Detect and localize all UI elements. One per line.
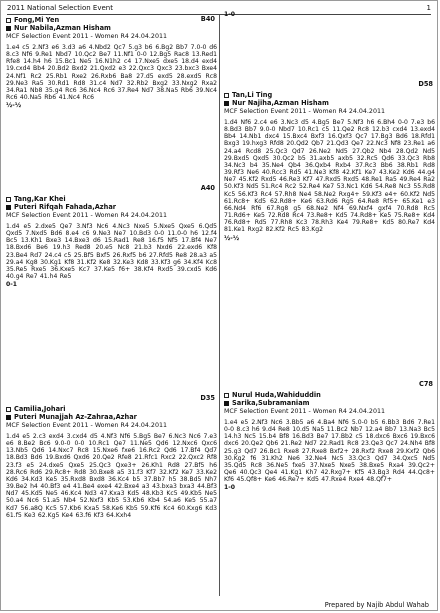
black-square-icon xyxy=(6,26,11,31)
black-player xyxy=(224,399,435,407)
white-player-name: Nurul Huda,Wahiduddin xyxy=(232,391,321,399)
game-continuation xyxy=(224,10,435,18)
white-player-name: Camilia,Johari xyxy=(14,405,66,413)
eco-code: D35 xyxy=(200,394,215,402)
white-square-icon xyxy=(6,197,11,202)
eco-code: A40 xyxy=(200,184,215,192)
game-result: 1-0 xyxy=(224,11,236,18)
white-player-name: Tan,Li Ting xyxy=(232,91,273,99)
game-result: 1-0 xyxy=(224,484,236,492)
black-square-icon xyxy=(6,205,11,210)
game-entry xyxy=(224,381,435,492)
white-player xyxy=(224,391,435,399)
game-entry xyxy=(224,81,435,242)
black-player xyxy=(6,413,217,421)
move-text: 1.d4 Nf6 2.c4 e6 3.Nc3 d5 4.Bg5 Be7 5.Nf3 h6 6.Bh4 0-0 7.e3 b6 8.Bd3 Bb7 9.0-0 Nbd7 10.Rc1 c5 11.Qe2 Rc8 12.b3 cxd4 13.exd4 Bb4 14.Nb1 dxc4 15.Bxc4 Bxf3 16.Qxf3 Qc7 17.Bg3 Bd6 18.Rfd1 Bxg3 19.hxg3 Rfd8 20.Qd2 Qb7 21.Qd3 Qe7 22.Nc3 Nf8 23.Re1 a6 24.a4 Rcd8 25.Qc3 Qd7 26.Ne2 Nd5 27.Qb2 Nb4 28.Qd2 Nd5 29.Bxd5 Qxd5 30.Qc2 b5 31.axb5 axb5 32.Rc5 Qd6 33.Qc3 Rb8 34.Nc3 b4 35.Ne4 Qb4 36.Qxb4 Rxb4 37.Rc3 Bb6 38.Rb1 Rd8 39.Rf3 Ne6 40.Rcc3 Rd5 41.Ne3 Kf8 42.Kf1 Ke7 43.Ke2 Kd6 44.g4 Ne7 45.Kf2 Rxd5 46.Re3 Kf7 47.Rxd5 Rxd5 48.Re1 Ra5 49.Re4 Ra2 50.Kf3 Nd5 51.Rc4 Rc2 52.Re4 Ke7 53.Nc1 Kd6 54.Re8 Nc3 55.Rd8 Kc5 56.Kf3 Rc4 57.Rh8 Ne4 58.Ne2 Rxg4+ 59.Kf3 e4+ 60.Kf2 Nd5 61.Rc8+ Kd5 62.Rd8+ Ke6 63.Rd6 Rg5 64.Re8 Rf5+ 65.Ke1 e3 66.Nd4 Rf6 67.Rg8 g5 68.Ne2 Nf4 69.Nxf4 gxf4 70.Rd8 Rc5 71.Rd6+ Ke5 72.Rd8 Rc4 73.Re8+ Kd5 74.Rd8+ Ke5 75.Re8+ Kd4 76.Rd8+ Rd5 77.Rh8 Kc3 78.Rh3 Ke4 79.Re8+ Kd5 80.Re7 Kd4 81.Ke1 Rxg2 82.Kf2 Rc5 83.Kg2 xyxy=(224,119,435,234)
game-result: ½-½ xyxy=(6,102,22,110)
document-title: 2011 National Selection Event xyxy=(7,4,113,12)
game-entry xyxy=(6,185,217,288)
page-footer: Prepared by Najib Abdul Wahab xyxy=(324,601,429,609)
eco-code: B40 xyxy=(200,15,215,23)
white-square-icon xyxy=(6,407,11,412)
game-entry xyxy=(6,16,217,109)
black-player-name: Nur Nabila,Azman Hisham xyxy=(14,24,111,32)
white-player-name: Tang,Kar Khei xyxy=(14,195,66,203)
black-player xyxy=(6,24,217,32)
page-number: 1 xyxy=(426,4,431,12)
black-square-icon xyxy=(6,415,11,420)
eco-code: C78 xyxy=(418,380,433,388)
move-text: 1.e4 c5 2.Nf3 e6 3.d3 a6 4.Nbd2 Qc7 5.g3 b6 6.Bg2 Bb7 7.0-0 d6 8.c3 Nf6 9.Re1 Nbd7 10.Qc2 Be7 11.Nf1 0-0 12.Bg5 Rac8 13.Red1 Rfe8 14.h4 h6 15.Bc1 Ne5 16.N1h2 c4 17.Nxe5 dxe5 18.d4 exd4 19.cxd4 Bb4 20.Bd2 Bxd2 21.Qxd2 e3 22.Qxc3 Qxc3 23.bxc3 Bxe4 24.Nf1 Rc2 25.Rb1 Rxe2 26.Rxb6 Ba8 27.d5 exd5 28.exd5 Rc8 29.Ne3 Ra5 30.Rd1 Rd8 31.c4 Nd7 32.Rb2 Bxg2 33.Nxg2 Rxa2 34.Ra1 Nb8 35.g4 Rc6 36.Nc4 Rc6 37.Re4 Nd7 38.Na5 Rb6 39.Nc4 Rc6 40.Na5 Rb6 41.Nc4 Rc6 xyxy=(6,44,217,102)
white-player xyxy=(6,405,217,413)
move-text: 1.d4 e5 2.c3 exd4 3.cxd4 d5 4.Nf3 Nf6 5.Bg5 Be7 6.Nc3 Nc6 7.e3 e6 8.Be2 Bc6 9.0-0 0-0 10.Rc1 Qe7 11.Ne5 Qd6 12.Nxc6 Qxc6 13.Nb5 Qd6 14.Nxc7 Rc8 15.Nxe6 fxe6 16.Rc2 Qd6 17.Bf4 Qd7 18.Bd3 Bd6 19.Bxd6 Qxd6 20.Qe2 Rfe8 21.Rfc1 Rxc2 22.Qxc2 Rf8 23.f3 e5 24.dxe5 Qxe5 25.Qc3 Qxe3+ 26.Kh1 Rd8 27.Bf5 h6 28.Rc6 Rd6 29.Rc8+ Rd8 30.Bxe8 a5 31.f3 Kf7 32.Kf2 Ke7 33.Ke2 Kd6 34.Kd3 Ke5 35.Rxd8 Bxd8 36.Kc4 b5 37.Bb7 h5 38.Bd5 Nh7 39.Be2 h4 40.Bf3 e4 41.Be4 exe4 42.Bxe4 a3 43.bxa3 bxa3 44.Bf3 Nd7 45.Kd5 Ne5 46.Kc4 Nd3 47.Kxa3 Kd5 48.Kb3 Kc5 49.Kb5 Ne5 50.a4 Nc6 51.a5 Nb4 52.Nxf3 Kb5 53.Kb6 Kb4 54.a6 Ke5 55.a7 Kd7 56.a8Q Kc5 57.Kb6 Kxa5 58.Ke6 Kb5 59.Kf6 Kc4 60.Kxg6 Kd3 61.f5 Ke3 62.Kg5 Ke4 63.f6 Kf3 64.Kxh4 xyxy=(6,433,217,519)
white-square-icon xyxy=(224,393,229,398)
black-square-icon xyxy=(224,101,229,106)
black-player-name: Puteri Munajjah Az-Zahraa,Azhar xyxy=(14,413,137,421)
event-line: MCF Selection Event 2011 - Women R4 24.04.2011 xyxy=(6,422,167,429)
event-line: MCF Selection Event 2011 - Women R4 24.04.2011 xyxy=(6,212,167,219)
black-square-icon xyxy=(224,401,229,406)
column-divider xyxy=(219,15,220,596)
white-player xyxy=(224,91,435,99)
event-line: MCF Selection Event 2011 - Women R4 24.04.2011 xyxy=(224,108,385,115)
white-player xyxy=(6,195,217,203)
game-result: ½-½ xyxy=(224,234,240,242)
right-column xyxy=(224,11,435,596)
white-player-name: Fong,Mi Yen xyxy=(14,16,60,24)
black-player xyxy=(6,203,217,211)
black-player-name: Nur Najiha,Azman Hisham xyxy=(232,99,329,107)
black-player-name: Puteri Rifqah Fahada,Azhar xyxy=(14,203,117,211)
black-player-name: Sarika,Subramaniam xyxy=(232,399,310,407)
white-square-icon xyxy=(6,18,11,23)
event-line: MCF Selection Event 2011 - Women R4 24.04.2011 xyxy=(224,408,385,415)
event-line: MCF Selection Event 2011 - Women R4 24.04.2011 xyxy=(6,33,167,40)
white-square-icon xyxy=(224,93,229,98)
black-player xyxy=(224,99,435,107)
left-column xyxy=(6,15,217,596)
eco-code: D58 xyxy=(418,80,433,88)
game-result: 0-1 xyxy=(6,281,18,289)
white-player xyxy=(6,16,217,24)
move-text: 1.e4 e5 2.Nf3 Nc6 3.Bb5 a6 4.Ba4 Nf6 5.0-0 b5 6.Bb3 Bd6 7.Re1 0-0 8.c3 h6 9.d4 Re8 10.d5 Na5 11.Bc2 Nb7 12.a4 Bb7 13.Na3 Bc5 14.h3 Nc5 15.b4 Bf8 16.Bd3 Be7 17.Bb2 c5 18.dxc6 Bxc6 19.Bxc6 dxc6 20.Qe2 Qb6 21.Re2 Nd7 22.Rad1 Rc8 23.Qe3 Qc7 24.Nh4 Bf8 25.g3 Qd7 26.Bc1 Rxe8 27.Rxe8 Bxf2+ 28.Rxf2 Rxe8 29.Kxf2 Qb6 30.Kg2 f6 31.Kh2 Ne6 32.Ne4 Nc5 33.Qc3 Qd7 34.Qxc5 Nd5 35.Qd5 Rc8 36.Ne5 fxe5 37.Nxe5 Nxe5 38.Bxe5 Rxa4 39.Qc2+ Qe6 40.Qc3 Qe4 41.Kg1 Kh7 42.Rxg7+ Kf5 43.Bg3 Rd4 44.Qc8+ Kf6 45.Qf8+ Ke6 46.Re7+ Kd5 47.Rxe4 Rxe4 48.Qf7+ xyxy=(224,419,435,484)
move-text: 1.d4 e5 2.dxe5 Qe7 3.Nf3 Nc6 4.Nc3 Nxe5 5.Nxe5 Qxe5 6.Qd5 Qxd5 7.Nxd5 Bd6 8.e4 c6 9.Ne3 Ne7 10.Bd3 0-0 11.0-0 h6 12.f4 Bc5 13.Kh1 Bxe3 14.Bxe3 d6 15.Rad1 Re8 16.f5 Nf5 17.Bf4 Ne7 18.Bxd6 Be6 19.h3 Red8 20.e5 Nc8 21.b3 Nxd6 22.exd6 Kf8 23.Be4 Rd7 24.c4 c5 25.Bf5 Bxf5 26.Rxf5 b6 27.Rfd5 Re8 28.a3 a5 29.a4 Kg8 30.Kg1 Kf8 31.Kf2 Ke8 32.Ke3 Kd8 33.Kf3 g6 34.Kf4 Kc8 35.Re5 Rxe5 36.Kxe5 Kc7 37.Ke5 f6+ 38.Kf4 Rxd5 39.cxd5 Kd6 40.g4 Re7 41.h4 Re5 xyxy=(6,223,217,281)
game-entry xyxy=(6,395,217,519)
